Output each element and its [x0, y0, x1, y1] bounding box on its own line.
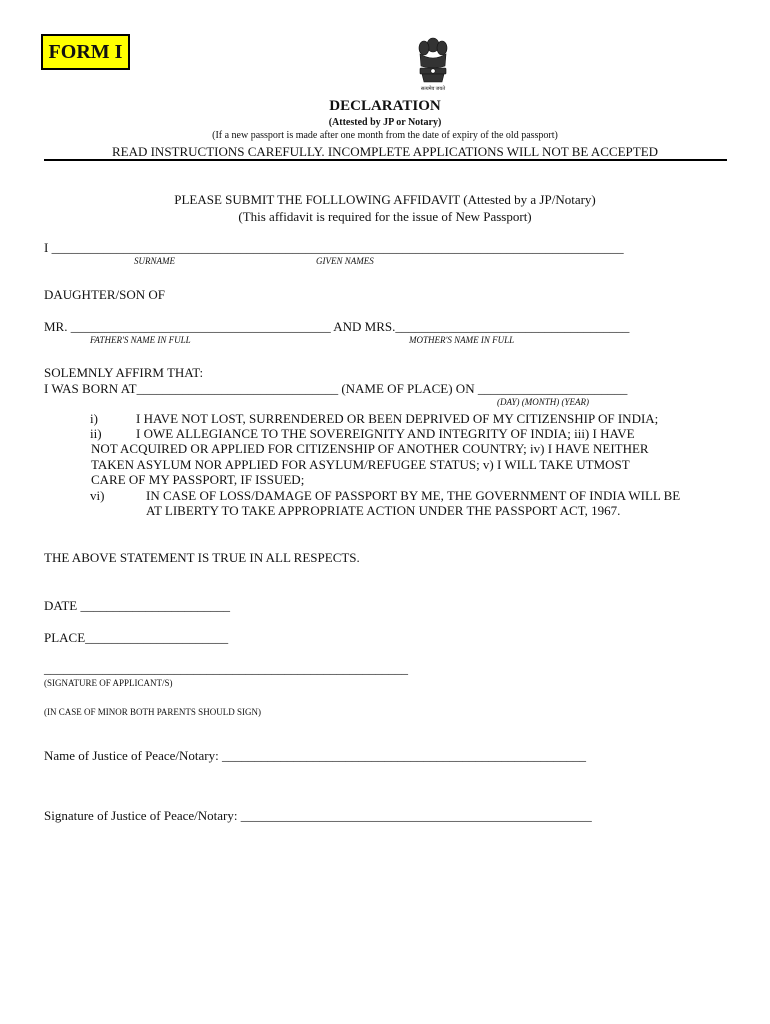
applicant-signature-field[interactable]: ________________________________________________________: [44, 661, 408, 676]
surname-caption: SURNAME: [134, 256, 175, 266]
form-label: FORM I: [41, 34, 130, 70]
affidavit-subheading: (This affidavit is required for the issue of New Passport): [238, 209, 532, 224]
mother-name-caption: MOTHER'S NAME IN FULL: [409, 335, 515, 345]
minor-sign-note: (IN CASE OF MINOR BOTH PARENTS SHOULD SIGN): [44, 707, 261, 717]
applicant-name-field[interactable]: I ________________________________________________________________________________________: [44, 240, 624, 255]
parents-name-field[interactable]: MR. ________________________________________ AND MRS.____________________________________: [44, 319, 630, 334]
birth-place-date-field[interactable]: I WAS BORN AT_______________________________ (NAME OF PLACE) ON _______________________: [44, 381, 628, 396]
emblem-motto: सत्यमेव जयते: [420, 87, 446, 92]
clause-line: NOT ACQUIRED OR APPLIED FOR CITIZENSHIP OF ANOTHER COUNTRY; iv) I HAVE NEITHER: [91, 441, 649, 456]
declaration-title: DECLARATION: [329, 98, 441, 114]
true-statement: THE ABOVE STATEMENT IS TRUE IN ALL RESPECTS.: [44, 550, 360, 565]
clause-text: I OWE ALLEGIANCE TO THE SOVEREIGNITY AND INTEGRITY OF INDIA; iii) I HAVE: [136, 426, 635, 441]
national-emblem-icon: [412, 32, 454, 92]
jp-signature-field[interactable]: Signature of Justice of Peace/Notary: ______________________________________________________: [44, 808, 592, 823]
affidavit-heading: PLEASE SUBMIT THE FOLLLOWING AFFIDAVIT (Attested by a JP/Notary): [174, 192, 596, 207]
relation-label: DAUGHTER/SON OF: [44, 287, 165, 302]
clause-line: TAKEN ASYLUM NOR APPLIED FOR ASYLUM/REFUGEE STATUS; v) I WILL TAKE UTMOST: [91, 456, 630, 472]
clause-text: IN CASE OF LOSS/DAMAGE OF PASSPORT BY ME, THE GOVERNMENT OF INDIA WILL BE: [146, 488, 681, 503]
date-format-caption: (DAY) (MONTH) (YEAR): [497, 397, 589, 407]
clause-text: I HAVE NOT LOST, SURRENDERED OR BEEN DEPRIVED OF MY CITIZENSHIP OF INDIA;: [136, 411, 659, 426]
signature-caption: (SIGNATURE OF APPLICANT/S): [44, 678, 173, 688]
clause-number: ii): [90, 426, 102, 441]
date-field[interactable]: DATE _______________________: [44, 598, 230, 613]
jp-name-field[interactable]: Name of Justice of Peace/Notary: ________________________________________________________: [44, 748, 586, 763]
clause-line: CARE OF MY PASSPORT, IF ISSUED;: [91, 472, 305, 488]
clause-text: AT LIBERTY TO TAKE APPROPRIATE ACTION UNDER THE PASSPORT ACT, 1967.: [146, 503, 621, 518]
clause-number: vi): [90, 488, 105, 503]
clause-continuation: [91, 441, 649, 488]
header-divider: [44, 159, 727, 161]
given-names-caption: GIVEN NAMES: [316, 256, 374, 266]
father-name-caption: FATHER'S NAME IN FULL: [90, 335, 191, 345]
place-field[interactable]: PLACE______________________: [44, 630, 229, 645]
affirm-heading: SOLEMNLY AFFIRM THAT:: [44, 365, 204, 380]
clause-number: i): [90, 411, 98, 426]
instruction-note: READ INSTRUCTIONS CAREFULLY. INCOMPLETE APPLICATIONS WILL NOT BE ACCEPTED: [111, 144, 659, 159]
expiry-note: (If a new passport is made after one month from the date of expiry of the old passport): [212, 130, 558, 141]
attested-note: (Attested by JP or Notary): [328, 117, 442, 128]
